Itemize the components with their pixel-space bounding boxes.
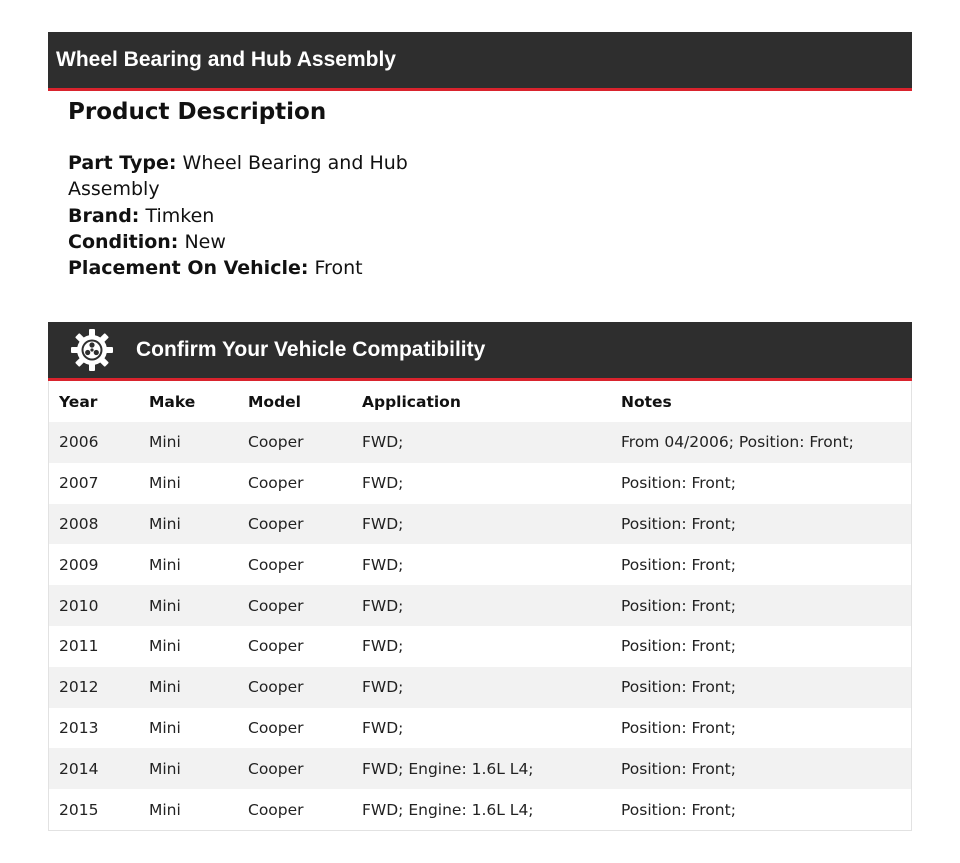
cell-year: 2006 xyxy=(59,433,99,452)
table-row xyxy=(49,544,911,585)
cell-make: Mini xyxy=(149,759,181,778)
table-row xyxy=(49,708,911,749)
table-row xyxy=(49,748,911,789)
product-title: Wheel Bearing and Hub Assembly xyxy=(56,48,396,71)
spec-label: Brand: xyxy=(68,204,140,227)
spec-value: New xyxy=(184,230,226,253)
cell-year: 2014 xyxy=(59,759,99,778)
cell-make: Mini xyxy=(149,637,181,656)
cell-model: Cooper xyxy=(248,514,304,533)
table-row xyxy=(49,463,911,504)
col-header-notes: Notes xyxy=(621,392,672,411)
spec-condition xyxy=(68,229,428,255)
cell-year: 2015 xyxy=(59,800,99,819)
cell-application: FWD; xyxy=(362,433,404,452)
spec-value: Front xyxy=(314,257,363,280)
cell-application: FWD; xyxy=(362,637,404,656)
cell-make: Mini xyxy=(149,718,181,737)
cell-year: 2008 xyxy=(59,514,99,533)
cell-notes: Position: Front; xyxy=(621,596,736,615)
cell-make: Mini xyxy=(149,474,181,493)
table-row xyxy=(49,667,911,708)
cell-notes: Position: Front; xyxy=(621,637,736,656)
compatibility-banner xyxy=(48,322,912,381)
cell-application: FWD; Engine: 1.6L L4; xyxy=(362,800,534,819)
cell-make: Mini xyxy=(149,433,181,452)
product-title-banner xyxy=(48,32,912,91)
cell-application: FWD; xyxy=(362,555,404,574)
col-header-model: Model xyxy=(248,392,301,411)
cell-notes: Position: Front; xyxy=(621,718,736,737)
table-row xyxy=(49,585,911,626)
compatibility-table xyxy=(48,381,912,831)
gear-icon xyxy=(70,328,114,372)
cell-notes: Position: Front; xyxy=(621,555,736,574)
cell-year: 2012 xyxy=(59,678,99,697)
cell-notes: Position: Front; xyxy=(621,678,736,697)
cell-model: Cooper xyxy=(248,678,304,697)
cell-model: Cooper xyxy=(248,433,304,452)
cell-year: 2013 xyxy=(59,718,99,737)
cell-make: Mini xyxy=(149,800,181,819)
cell-year: 2011 xyxy=(59,637,99,656)
spec-part-type xyxy=(68,150,428,203)
table-header-row xyxy=(49,381,911,422)
compatibility-title: Confirm Your Vehicle Compatibility xyxy=(136,338,486,361)
cell-application: FWD; Engine: 1.6L L4; xyxy=(362,759,534,778)
cell-application: FWD; xyxy=(362,514,404,533)
cell-application: FWD; xyxy=(362,678,404,697)
col-header-application: Application xyxy=(362,392,461,411)
description-heading: Product Description xyxy=(68,99,327,125)
col-header-year: Year xyxy=(59,392,98,411)
cell-notes: From 04/2006; Position: Front; xyxy=(621,433,854,452)
table-row xyxy=(49,504,911,545)
cell-application: FWD; xyxy=(362,596,404,615)
spec-label: Placement On Vehicle: xyxy=(68,257,309,280)
spec-value: Timken xyxy=(145,204,215,227)
cell-notes: Position: Front; xyxy=(621,474,736,493)
cell-make: Mini xyxy=(149,596,181,615)
cell-make: Mini xyxy=(149,678,181,697)
spec-placement xyxy=(68,255,428,281)
col-header-make: Make xyxy=(149,392,196,411)
cell-notes: Position: Front; xyxy=(621,759,736,778)
cell-make: Mini xyxy=(149,514,181,533)
cell-model: Cooper xyxy=(248,759,304,778)
table-row xyxy=(49,422,911,463)
spec-value: Wheel Bearing and Hub Assembly xyxy=(68,152,408,201)
cell-model: Cooper xyxy=(248,555,304,574)
cell-model: Cooper xyxy=(248,718,304,737)
cell-make: Mini xyxy=(149,555,181,574)
cell-notes: Position: Front; xyxy=(621,800,736,819)
cell-model: Cooper xyxy=(248,800,304,819)
cell-application: FWD; xyxy=(362,474,404,493)
cell-year: 2009 xyxy=(59,555,99,574)
cell-model: Cooper xyxy=(248,637,304,656)
cell-year: 2010 xyxy=(59,596,99,615)
table-row xyxy=(49,789,911,830)
cell-year: 2007 xyxy=(59,474,99,493)
spec-brand xyxy=(68,203,428,229)
cell-application: FWD; xyxy=(362,718,404,737)
cell-model: Cooper xyxy=(248,596,304,615)
table-row xyxy=(49,626,911,667)
cell-notes: Position: Front; xyxy=(621,514,736,533)
cell-model: Cooper xyxy=(248,474,304,493)
product-description xyxy=(68,96,428,281)
spec-label: Condition: xyxy=(68,230,179,253)
spec-label: Part Type: xyxy=(68,152,177,174)
